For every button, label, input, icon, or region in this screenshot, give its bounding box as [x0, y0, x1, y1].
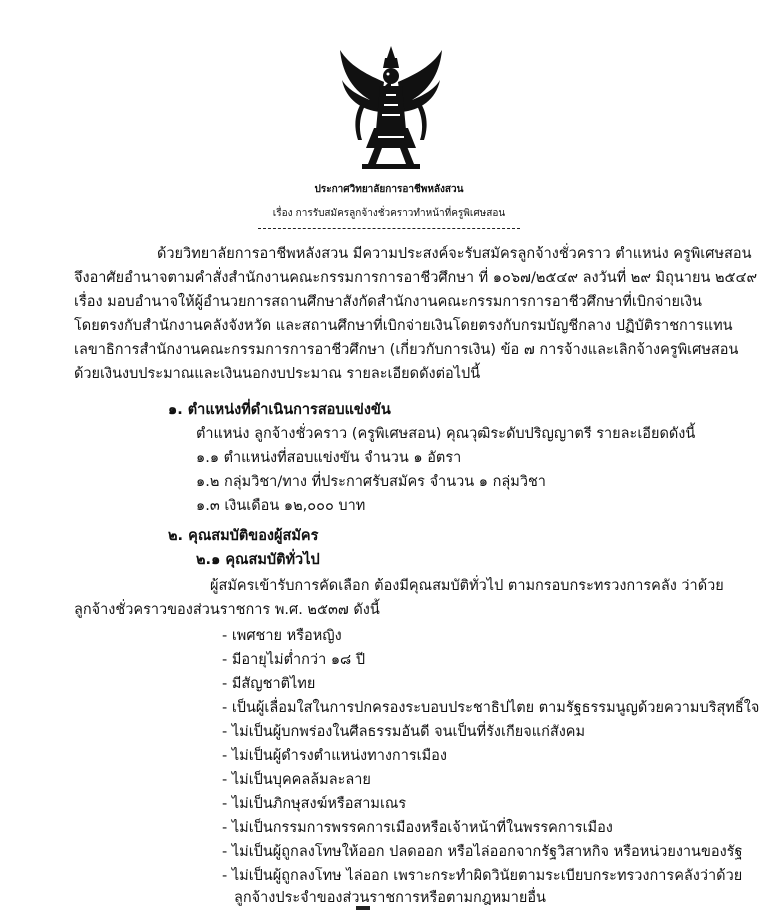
- separator-rule: [258, 228, 520, 229]
- section2-paragraph: ลูกจ้างชั่วคราวของส่วนราชการ พ.ศ. ๒๕๓๗ ดังนี้: [74, 602, 380, 618]
- section1-item: ๑.๓ เงินเดือน ๑๒,๐๐๐ บาท: [196, 498, 366, 514]
- qualification-item: - ไม่เป็นบุคคลล้มละลาย: [222, 772, 371, 788]
- section1-heading: ๑. ตำแหน่งที่ดำเนินการสอบแข่งขัน: [168, 402, 391, 418]
- qualification-item: - ไม่เป็นภิกษุสงฆ์หรือสามเณร: [222, 796, 407, 812]
- intro-line: เรื่อง มอบอำนาจให้ผู้อำนวยการสถานศึกษาสังกัดสำนักงานคณะกรรมการการอาชีวศึกษาที่เบิกจ่ายเงิน: [74, 294, 702, 310]
- qualification-item-continuation: ลูกจ้างประจำของส่วนราชการหรือตามกฎหมายอื่น: [234, 890, 546, 906]
- garuda-emblem: [336, 44, 446, 172]
- intro-line: ด้วยเงินงบประมาณและเงินนอกงบประมาณ รายละเอียดดังต่อไปนี้: [74, 366, 481, 382]
- qualification-item: - เพศชาย หรือหญิง: [222, 628, 342, 644]
- qualification-item: - ไม่เป็นผู้ถูกลงโทษให้ออก ปลดออก หรือไล่ออกจากรัฐวิสาหกิจ หรือหน่วยงานของรัฐ: [222, 844, 743, 860]
- document-title: ประกาศวิทยาลัยการอาชีพหลังสวน: [314, 184, 464, 195]
- qualification-item: - มีสัญชาติไทย: [222, 676, 316, 692]
- section2-heading: ๒. คุณสมบัติของผู้สมัคร: [168, 528, 319, 544]
- intro-line: ด้วยวิทยาลัยการอาชีพหลังสวน มีความประสงค์จะรับสมัครลูกจ้างชั่วคราว ตำแหน่ง ครูพิเศษสอน: [157, 246, 752, 262]
- qualification-item: - ไม่เป็นผู้บกพร่องในศีลธรรมอันดี จนเป็นที่รังเกียจแก่สังคม: [222, 724, 586, 740]
- section1-item: ๑.๒ กลุ่มวิชา/ทาง ที่ประกาศรับสมัคร จำนวน ๑ กลุ่มวิชา: [196, 474, 546, 490]
- intro-line: จึงอาศัยอำนาจตามคำสั่งสำนักงานคณะกรรมการการอาชีวศึกษา ที่ ๑๐๖๗/๒๕๔๙ ลงวันที่ ๒๙ มิถุนายน ๒๕๔๙: [74, 270, 758, 286]
- section2-subheading: ๒.๑ คุณสมบัติทั่วไป: [196, 552, 320, 568]
- page-edge-mark: [356, 906, 370, 910]
- section2-paragraph: ผู้สมัครเข้ารับการคัดเลือก ต้องมีคุณสมบัติทั่วไป ตามกรอบกระทรวงการคลัง ว่าด้วย: [210, 578, 724, 594]
- qualification-item: - ไม่เป็นผู้ถูกลงโทษ ไล่ออก เพราะกระทำผิดวินัยตามระเบียบกระทรวงการคลังว่าด้วย: [222, 868, 743, 884]
- intro-line: โดยตรงกับสำนักงานคลังจังหวัด และสถานศึกษาที่เบิกจ่ายเงินโดยตรงกับกรมบัญชีกลาง ปฏิบัติราชการแทน: [74, 318, 733, 334]
- qualification-item: - เป็นผู้เลื่อมใสในการปกครองระบอบประชาธิปไตย ตามรัฐธรรมนูญด้วยความบริสุทธิ์ใจ: [222, 700, 760, 716]
- intro-line: เลขาธิการสำนักงานคณะกรรมการการอาชีวศึกษา (เกี่ยวกับการเงิน) ข้อ ๗ การจ้างและเลิกจ้างครูพิเศษสอน: [74, 342, 739, 358]
- document-subject: เรื่อง การรับสมัครลูกจ้างชั่วคราวทำหน้าที่ครูพิเศษสอน: [272, 208, 506, 219]
- section1-description: ตำแหน่ง ลูกจ้างชั่วคราว (ครูพิเศษสอน) คุณวุฒิระดับปริญญาตรี รายละเอียดดังนี้: [196, 426, 696, 442]
- qualification-item: - ไม่เป็นกรรมการพรรคการเมืองหรือเจ้าหน้าที่ในพรรคการเมือง: [222, 820, 613, 836]
- qualification-item: - ไม่เป็นผู้ดำรงตำแหน่งทางการเมือง: [222, 748, 447, 764]
- qualification-item: - มีอายุไม่ต่ำกว่า ๑๘ ปี: [222, 652, 366, 668]
- section1-item: ๑.๑ ตำแหน่งที่สอบแข่งขัน จำนวน ๑ อัตรา: [196, 450, 462, 466]
